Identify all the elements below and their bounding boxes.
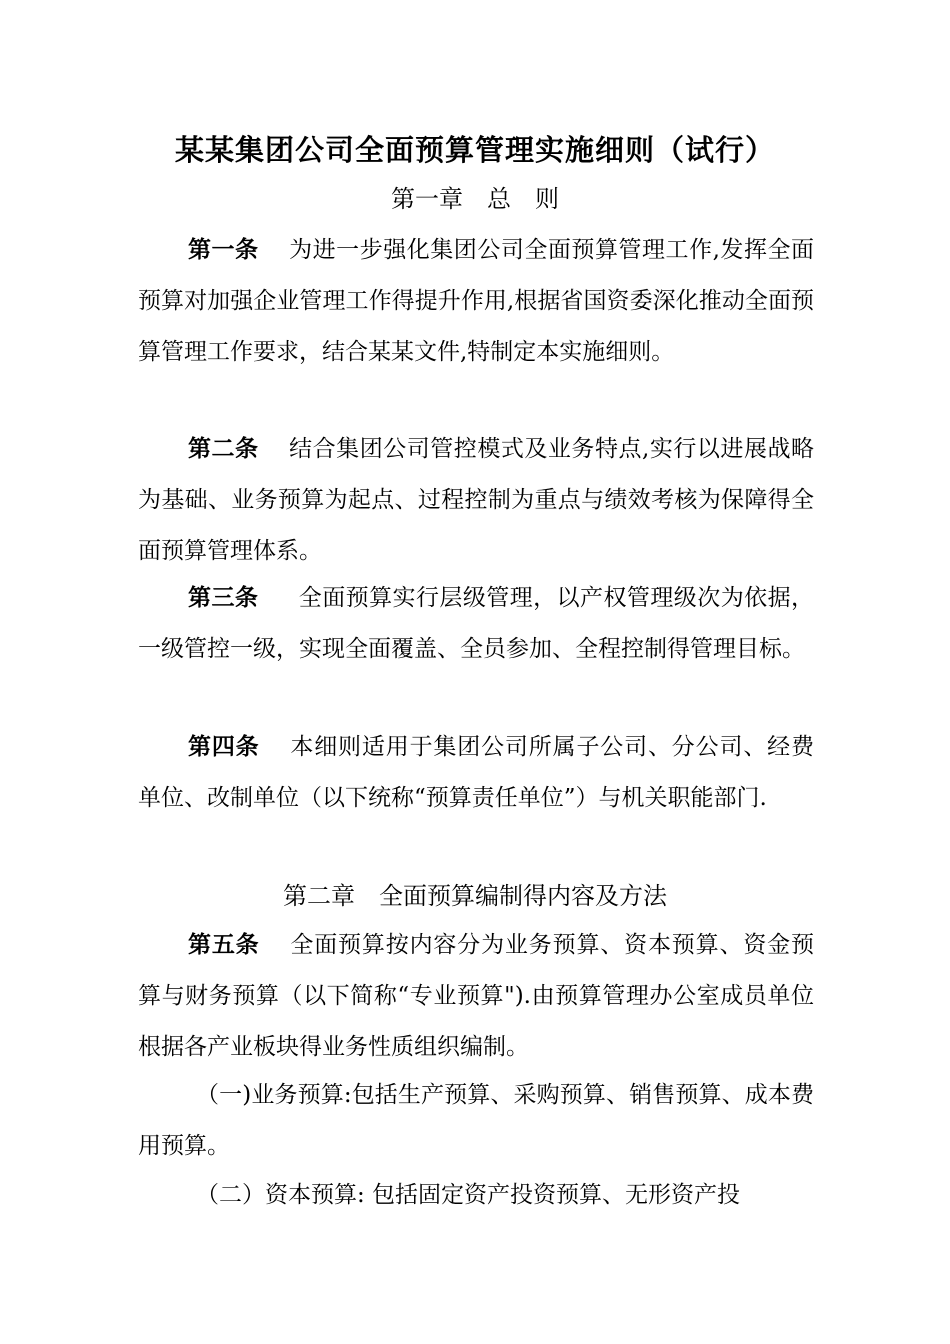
item-2: （二）资本预算: 包括固定资产投资预算、无形资产投 [196, 1182, 741, 1208]
article-2-number: 第二条 [188, 436, 259, 462]
chapter-2-heading: 第二章 全面预算编制得内容及方法 [283, 882, 667, 910]
article-3-number: 第三条 [188, 585, 259, 611]
item-1: （一)业务预算:包括生产预算、采购预算、销售预算、成本费用预算。 [138, 1082, 814, 1159]
article-3-text: 全面预算实行层级管理，以产权管理级次为依据，一级管控一级，实现全面覆盖、全员参加、全程控制得管理目标。 [138, 585, 815, 662]
article-3 [138, 573, 814, 675]
article-5-number: 第五条 [188, 932, 260, 958]
article-4-text: 本细则适用于集团公司所属子公司、分公司、经费单位、改制单位（以下统称“预算责任单位”）与机关职能部门. [138, 734, 815, 811]
article-5-text: 全面预算按内容分为业务预算、资本预算、资金预算与财务预算（以下简称“专业预算").由预算管理办公室成员单位根据各产业板块得业务性质组织编制。 [138, 932, 815, 1060]
article-2-text: 结合集团公司管控模式及业务特点,实行以进展战略为基础、业务预算为起点、过程控制为重点与绩效考核为保障得全面预算管理体系。 [138, 436, 815, 564]
chapter-1-heading: 第一章 总 则 [391, 185, 559, 213]
article-4-number: 第四条 [188, 734, 260, 760]
article-5 [138, 920, 814, 1073]
document-title: 某某集团公司全面预算管理实施细则（试行） [174, 133, 775, 167]
article-4 [138, 722, 814, 824]
article-1-number: 第一条 [188, 237, 259, 263]
article-1 [138, 225, 814, 378]
article-2 [138, 424, 814, 577]
article-1-text: 为进一步强化集团公司全面预算管理工作,发挥全面预算对加强企业管理工作得提升作用,根据省国资委深化推动全面预算管理工作要求，结合某某文件,特制定本实施细则。 [138, 237, 815, 365]
